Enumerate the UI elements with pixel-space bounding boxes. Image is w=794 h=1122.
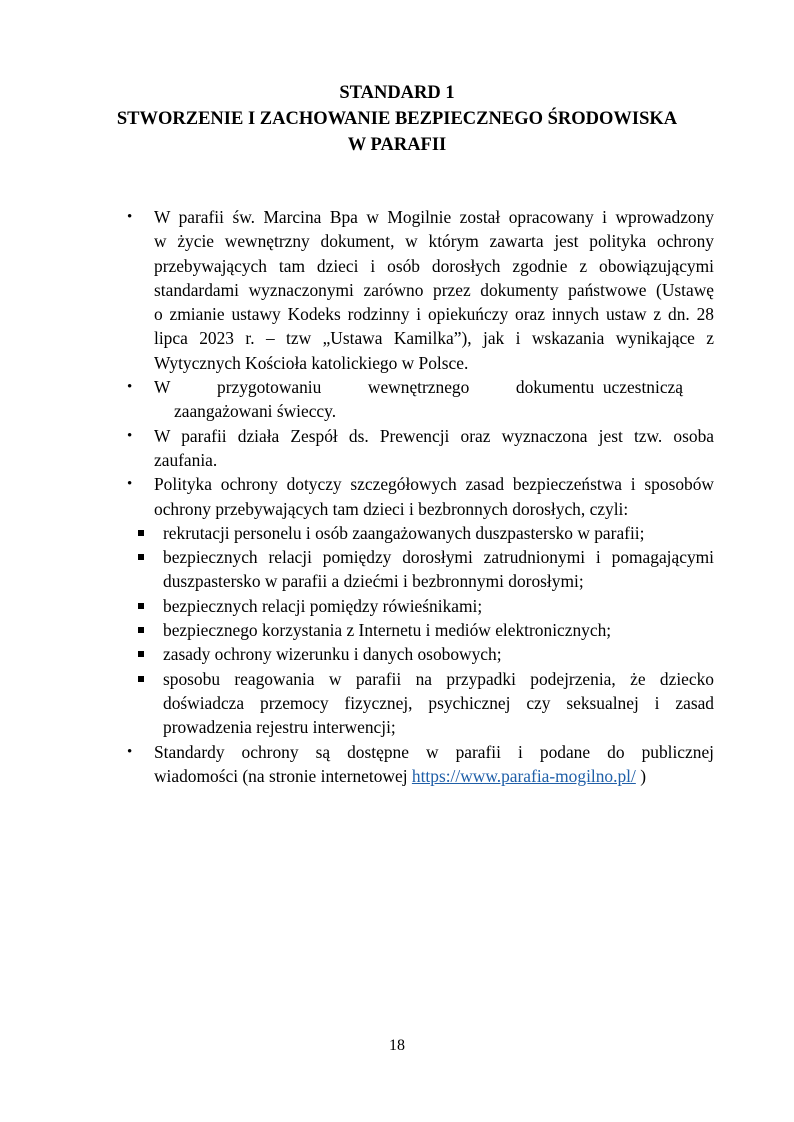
title-line-2: STWORZENIE I ZACHOWANIE BEZPIECZNEGO ŚRODOWISKA xyxy=(116,109,678,129)
text-line: zasady ochrony wizerunku i danych osobowych; xyxy=(163,644,502,665)
bullet-icon: • xyxy=(127,427,133,444)
sub-list-item xyxy=(124,642,714,666)
text-line: Polityka ochrony dotyczy szczegółowych zasad bezpieczeństwa i sposobów xyxy=(154,474,714,495)
title-line-3: W PARAFII xyxy=(347,135,447,155)
text-span: ) xyxy=(635,765,646,786)
text-line: W parafii działa Zespół ds. Prewencji oraz wyznaczona jest tzw. osoba xyxy=(154,425,714,446)
text-line: Standardy ochrony są dostępne w parafii i podane do publicznej xyxy=(154,741,714,762)
main-content xyxy=(124,205,714,788)
sub-list-item xyxy=(124,545,714,594)
page-title xyxy=(0,80,794,158)
word: przygotowaniu xyxy=(217,377,322,398)
text-line: sposobu reagowania w parafii na przypadki podejrzenia, że dziecko xyxy=(163,668,714,689)
sub-list-item xyxy=(124,521,714,545)
bullet-icon: • xyxy=(127,476,133,493)
text-line xyxy=(154,764,714,788)
bullet-icon: • xyxy=(127,209,133,225)
text-line: przebywających tam dzieci i osób dorosłych zgodnie z obowiązującymi xyxy=(154,255,714,276)
parish-website-link[interactable]: https://www.parafia-mogilno.pl/ xyxy=(411,765,636,786)
list-item xyxy=(124,472,714,521)
text-span: wiadomości (na stronie internetowej xyxy=(154,765,412,786)
word: dokumentu uczestniczą xyxy=(515,377,683,398)
text-line: prowadzenia rejestru interwencji; xyxy=(163,717,396,738)
text-line: o zmianie ustawy Kodeks rodzinny i opiekuńczy oraz innych ustaw z dn. 28 xyxy=(154,304,714,325)
text-line: bezpiecznego korzystania z Internetu i mediów elektronicznych; xyxy=(163,620,612,641)
word: W xyxy=(154,377,171,398)
list-item xyxy=(124,205,714,375)
text-line: doświadcza przemocy fizycznej, psychicznej czy seksualnej i zasad xyxy=(163,692,714,713)
bullet-icon: • xyxy=(127,379,133,396)
text-line: Wytycznych Kościoła katolickiego w Polsce. xyxy=(154,352,469,373)
bullet-icon: • xyxy=(127,743,133,760)
word: wewnętrznego xyxy=(367,377,470,398)
square-bullet-icon xyxy=(138,627,144,633)
text-line: zaufania. xyxy=(154,449,218,470)
list-item xyxy=(124,424,714,473)
text-line: zaangażowani świeccy. xyxy=(174,401,337,422)
text-line xyxy=(154,375,714,399)
list-item xyxy=(124,375,714,424)
sub-list-item xyxy=(124,594,714,618)
title-line-1: STANDARD 1 xyxy=(339,83,455,103)
text-line: rekrutacji personelu i osób zaangażowanych duszpastersko w parafii; xyxy=(163,522,645,543)
text-line: standardami wyznaczonymi zarówno przez dokumenty państwowe (Ustawę xyxy=(154,279,714,300)
square-bullet-icon xyxy=(138,554,144,560)
sub-list-item xyxy=(124,618,714,642)
square-bullet-icon xyxy=(138,651,144,657)
text-line: lipca 2023 r. – tzw „Ustawa Kamilka”), jak i wskazania wynikające z xyxy=(154,328,714,349)
list-item xyxy=(124,740,714,789)
square-bullet-icon xyxy=(138,530,144,536)
text-line: W parafii św. Marcina Bpa w Mogilnie został opracowany i wprowadzony xyxy=(154,207,714,227)
sub-list-item xyxy=(124,667,714,740)
square-bullet-icon xyxy=(138,676,144,682)
text-line: duszpastersko w parafii a dziećmi i bezbronnymi dorosłymi; xyxy=(163,571,584,592)
text-line: w życie wewnętrzny dokument, w którym zawarta jest polityka ochrony xyxy=(154,231,714,252)
text-line: bezpiecznych relacji pomiędzy dorosłymi zatrudnionymi i pomagającymi xyxy=(163,547,714,568)
text-line: ochrony przebywających tam dzieci i bezbronnych dorosłych, czyli: xyxy=(154,498,629,519)
page-number: 18 xyxy=(389,1037,405,1054)
square-bullet-icon xyxy=(138,603,144,609)
text-line: bezpiecznych relacji pomiędzy rówieśnikami; xyxy=(163,595,483,616)
